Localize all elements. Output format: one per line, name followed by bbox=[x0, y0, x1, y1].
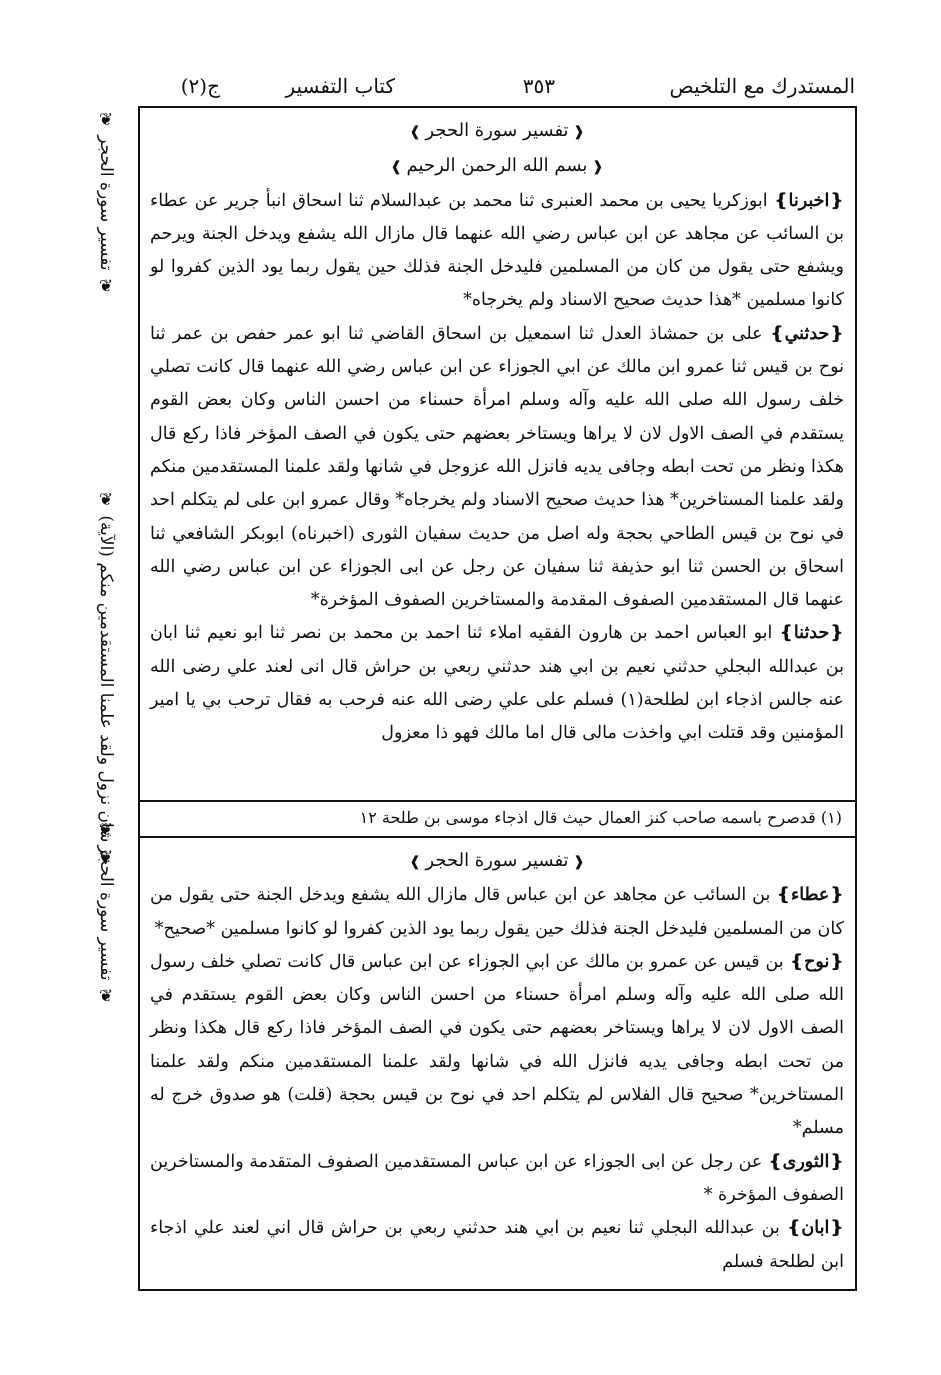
paragraph-lead: ❴ اخبرنا ❵ bbox=[774, 191, 844, 211]
header-page-number: ٣٥٣ bbox=[522, 74, 555, 98]
paragraph-text: عن رجل عن ابى الجوزاء عن ابن عباس المستقدمين الصفوف المتقدمة والمستاخرين الصفوف المؤخرة * bbox=[150, 1151, 844, 1205]
basmala: ❰ بسم الله الرحمن الرحيم ❱ bbox=[150, 149, 844, 184]
paragraph bbox=[150, 946, 844, 1146]
paragraph bbox=[150, 617, 844, 750]
paragraph-text: ابو العباس احمد بن هارون الفقيه املاء ثنا احمد بن محمد بن نصر ثنا ابو نعيم ثنا ابان بن عبدالله البجلي حدثني نعيم بن ابي هند حدثني ربعي بن حراش قال انى لعند علي رضى الله عنه جالس اذجاء ابن لطلحة(١) فسلم على علي رضى الله عنه فرحب به فقال ترحب بي يا امير المؤمنين وقد قتلت ابي واخذت مالى قال اما مالك فهو ذا معزول bbox=[150, 623, 844, 744]
summary-section bbox=[150, 844, 844, 1279]
paragraph-text: بن عبدالله البجلي ثنا نعيم بن ابي هند حدثني ربعي بن حراش قال اني لعند علي اذجاء ابن لطلحة فسلم bbox=[150, 1218, 844, 1272]
margin-note: ❦ تفسير سورة الحجر ❦ bbox=[96, 820, 116, 1006]
running-header bbox=[140, 70, 855, 106]
paragraph-text: على بن حمشاذ العدل ثنا اسمعيل بن اسحاق القاضي ثنا ابو عمر حفص بن عمر ثنا نوح بن قيس ثنا عمرو ابن مالك عن ابي الجوزاء عن ابن عباس رضي الله عنهما قال كانت تصلي خلف رسول الله صلى الله عليه وآله وسلم امرأة حسناء من احسن الناس وكان بعض القوم يستقدم في الصف الاول لان لا يراها ويستاخر بعضهم حتى يكون في الصف المؤخر فاذا ركع قال هكذا ونظر من تحت ابطه وجافى يديه فانزل الله عزوجل في شانها ولقد علمنا المستقدمين منكم ولقد علمنا المستاخرين* هذا حديث صحيح الاسناد ولم يخرجاه* وقال عمرو ابن على لم يتكلم احد في نوح بن قيس الطاحي بحجة وله اصل من حديث سفيان الثورى (اخبرناه) ابوبكر الشافعي ثنا اسحاق بن الحسن ثنا ابو حذيفة ثنا سفيان عن رجل عن ابى الجوزاء عن ابن عباس رضي الله عنهما قال المستقدمين الصفوف المقدمة والمستاخرين الصفوف المؤخرة* bbox=[150, 323, 844, 611]
paragraph-lead: ❴ الثورى ❵ bbox=[768, 1152, 844, 1172]
header-book-title: المستدرك مع التلخيص bbox=[669, 74, 855, 98]
paragraph bbox=[150, 1212, 844, 1279]
paragraph bbox=[150, 1146, 844, 1213]
paragraph-lead: ❴ حدثنا ❵ bbox=[779, 623, 844, 643]
margin-note: ❦ تفسير سورة الحجر ❦ bbox=[96, 110, 116, 296]
paragraph bbox=[150, 318, 844, 618]
header-chapter: كتاب التفسير bbox=[285, 74, 395, 98]
rule-footnote-bottom bbox=[138, 836, 857, 838]
paragraph-lead: ❴ نوح ❵ bbox=[789, 952, 844, 972]
paragraph-text: بن السائب عن مجاهد عن ابن عباس قال مازال الله يشفع ويدخل الجنة حتى يقول من كان من المسلمين فليدخل الجنة فذلك حين يقول ربما يود الذين كفروا لو كانوا مسلمين *صحيح* bbox=[150, 885, 844, 939]
paragraph-lead: ❴ حدثني ❵ bbox=[770, 324, 844, 344]
footnote: (١) قدصرح باسمه صاحب كنز العمال حيث قال اذجاء موسى بن طلحة ١٢ bbox=[359, 808, 842, 827]
paragraph-lead: ❴ عطاء ❵ bbox=[776, 885, 844, 905]
margin-note: ❦ شان نزول ولقد علمنا المستقدمين منكم (الآية) ❦ bbox=[96, 490, 116, 868]
main-text-section bbox=[150, 114, 844, 751]
header-volume: ج(٢) bbox=[180, 74, 220, 98]
paragraph-text: ابوزكريا يحيى بن محمد العنبرى ثنا محمد بن عبدالسلام ثنا اسحاق انبأ جرير عن عطاء بن السائب عن مجاهد عن ابن عباس رضي الله عنهما قال مازال الله يشفع ويدخل الجنة ويرحم ويشفع حتى يقول من كان من المسلمين فليدخل الجنة فذلك حين يقول ربما يود الذين كفروا لو كانوا مسلمين *هذا حديث صحيح الاسناد ولم يخرجاه* bbox=[150, 190, 844, 311]
paragraph bbox=[150, 879, 844, 946]
section-title: ❰ تفسير سورة الحجر ❱ bbox=[150, 844, 844, 879]
paragraph-text: بن قيس عن عمرو بن مالك عن ابي الجوزاء عن ابن عباس قال كانت تصلي خلف رسول الله صلى الله عليه وآله وسلم امرأة حسناء من احسن الناس وكان بعض القوم يستقدم في الصف الاول لان لا يراها ويستاخر بعضهم حتى يكون في الصف المؤخر فاذا ركع قال هكذا ونظر من تحت ابطه وجافى يديه فانزل الله في شانها ولقد علمنا المستقدمين منكم ولقد علمنا المستاخرين* صحيح قال الفلاس لم يتكلم احد في نوح بن قيس بحجة (قلت) هو صدوق خرج له مسلم* bbox=[150, 951, 844, 1139]
paragraph bbox=[150, 185, 844, 318]
rule-bottom bbox=[138, 1289, 857, 1291]
section-title: ❰ تفسير سورة الحجر ❱ bbox=[150, 114, 844, 149]
paragraph-lead: ❴ ابان ❵ bbox=[787, 1218, 844, 1238]
